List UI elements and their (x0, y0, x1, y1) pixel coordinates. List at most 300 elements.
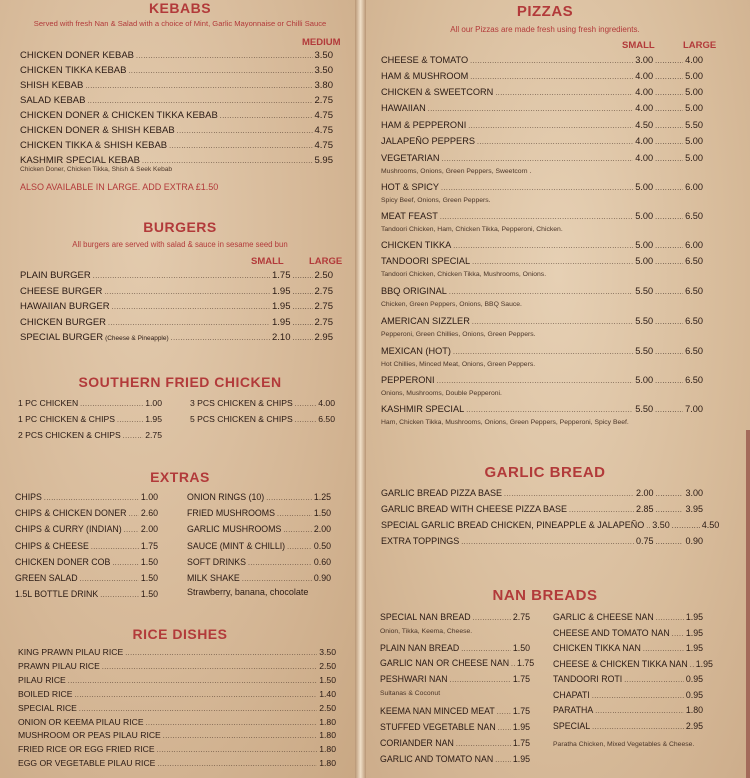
kebab-row-0-price: 3.50 (314, 50, 333, 61)
pizza-row-11-leader-2 (655, 286, 683, 296)
burger-row-3-label: CHICKEN BURGER (20, 316, 107, 328)
garlic-row-3-label: EXTRA TOPPINGS (381, 536, 460, 546)
pizzas-col-small: SMALL (622, 40, 655, 51)
nan-right-row-4 (553, 674, 703, 684)
pizza-row-3-large-price: 5.00 (685, 103, 703, 113)
extras-right-row-1-leader (277, 508, 312, 518)
pizza-row-1 (381, 71, 703, 81)
kebab-row-5-price: 4.75 (314, 125, 333, 136)
garlic-row-1-leader-2 (655, 504, 683, 514)
pizza-desc-13: Hot Chillies, Minced Meat, Onions, Green Peppers. (381, 361, 536, 368)
rice-row-7-price: 1.80 (319, 744, 336, 755)
extras-heading: EXTRAS (150, 469, 210, 485)
nan-left-row-3-leader (450, 674, 511, 684)
rice-row-8 (18, 758, 336, 768)
nan-right-row-6 (553, 705, 703, 715)
nan-left-row-5 (380, 722, 530, 732)
garlic-heading: GARLIC BREAD (484, 464, 606, 481)
pizza-row-13-leader-2 (655, 346, 683, 356)
sfc-right-row-0-price: 4.00 (318, 398, 335, 408)
extras-right-row-5-label: MILK SHAKE (187, 573, 240, 583)
nan-left-row-1-price: 1.50 (512, 643, 530, 653)
rice-row-8-label: EGG OR VEGETABLE PILAU RICE (18, 758, 156, 769)
garlic-row-2-large-price: 4.50 (701, 520, 720, 530)
rice-row-5-leader (146, 717, 318, 727)
sfc-right-row-0 (190, 398, 335, 408)
kebabs-col-medium: MEDIUM (302, 37, 341, 48)
rice-row-3 (18, 689, 336, 699)
rice-row-4-leader (79, 703, 317, 713)
pizza-row-9-leader-2 (655, 240, 683, 250)
rice-row-6-label: MUSHROOM OR PEAS PILAU RICE (18, 730, 161, 741)
burger-row-0 (20, 270, 333, 281)
nan-right-row-5-price: 0.95 (685, 689, 703, 700)
burger-row-3-leader (108, 317, 270, 328)
extras-left-row-1-price: 2.60 (140, 508, 158, 519)
rice-row-1-label: PRAWN PILAU RICE (18, 660, 100, 671)
pizza-row-7-leader (441, 182, 633, 192)
extras-left-row-6 (15, 589, 158, 599)
nan-left-row-5-price: 1.95 (512, 722, 530, 732)
sfc-right-row-1-label: 5 PCS CHICKEN & CHIPS (190, 414, 293, 424)
pizza-row-8-leader-2 (655, 211, 683, 221)
garlic-row-1 (381, 504, 703, 514)
kebab-row-4-price: 4.75 (314, 110, 333, 121)
extras-right-row-1 (187, 508, 331, 518)
extras-left-row-5 (15, 573, 158, 583)
rice-row-5-price: 1.80 (319, 716, 336, 727)
nan-right-row-6-price: 1.80 (685, 705, 703, 715)
pizza-row-5-small-price: 4.00 (635, 136, 654, 146)
pizza-row-1-small-price: 4.00 (635, 71, 654, 81)
rice-row-2-price: 1.50 (319, 674, 336, 685)
extras-left-row-0-label: CHIPS (15, 492, 42, 502)
pizza-row-2-large-price: 5.00 (685, 87, 703, 97)
burger-row-3-small-price: 1.95 (272, 316, 291, 328)
extras-right-row-0-label: ONION RINGS (10) (187, 492, 265, 502)
burger-row-1-leader-2 (293, 286, 313, 297)
sfc-left-row-1-price: 1.95 (145, 414, 162, 424)
burgers-col-large: LARGE (309, 256, 343, 267)
nan-left-row-3 (380, 674, 530, 684)
pizza-row-13 (381, 346, 703, 356)
pizza-row-8-small-price: 5.00 (635, 211, 654, 221)
burger-row-2-small-price: 1.95 (272, 301, 291, 312)
pizza-row-14 (381, 375, 703, 385)
extras-left-row-4-price: 1.50 (140, 556, 158, 567)
garlic-row-3-large-price: 0.90 (685, 536, 703, 546)
burger-row-3-large-price: 2.75 (314, 316, 333, 328)
extras-right-row-2 (187, 524, 331, 534)
garlic-row-1-large-price: 3.95 (685, 504, 703, 514)
kebab-row-0-leader (136, 50, 312, 61)
sfc-heading: SOUTHERN FRIED CHICKEN (78, 374, 282, 390)
nan-left-desc-3: Sultanas & Coconut (380, 690, 441, 697)
extras-right-row-4 (187, 557, 331, 567)
pizza-row-12-leader-2 (655, 316, 683, 326)
burger-row-2 (20, 301, 333, 312)
pizza-row-10 (381, 256, 703, 266)
pizza-row-9 (381, 240, 703, 250)
pizza-row-0-small-price: 3.00 (635, 55, 654, 65)
sfc-right-row-1 (190, 414, 335, 424)
sfc-left-row-0-label: 1 PC CHICKEN (18, 398, 79, 408)
pizza-desc-12: Pepperoni, Green Chillies, Onions, Green Peppers. (381, 331, 536, 338)
burger-row-4 (20, 332, 333, 343)
rice-row-6-price: 1.80 (319, 730, 336, 741)
sfc-left-row-0 (18, 398, 162, 408)
kebab-row-6-leader (169, 140, 312, 151)
nan-left-row-6 (380, 738, 530, 748)
garlic-row-0-leader-2 (655, 488, 683, 498)
garlic-row-3-small-price: 0.75 (635, 536, 654, 546)
burger-row-4-leader (171, 332, 270, 343)
nan-left-row-2 (380, 658, 535, 668)
kebab-row-2-leader (85, 80, 312, 91)
nan-right-row-3 (553, 658, 713, 669)
pizza-row-3-leader-2 (655, 103, 683, 113)
pizza-row-5-leader-2 (655, 136, 683, 146)
garlic-row-3 (381, 536, 703, 546)
nan-right-row-4-price: 0.95 (685, 674, 703, 684)
pizza-row-0 (381, 55, 703, 65)
pizzas-note: All our Pizzas are made fresh using fresh ingredients. (450, 25, 640, 34)
rice-row-6-leader (163, 730, 317, 740)
nan-left-row-6-label: CORIANDER NAN (380, 738, 454, 748)
pizzas-col-large: LARGE (683, 40, 717, 51)
pizza-row-4-leader (468, 120, 633, 130)
rice-row-7 (18, 744, 336, 754)
pizza-row-2-leader-2 (655, 87, 683, 97)
extras-left-row-3-leader (91, 541, 139, 551)
kebab-row-5-label: CHICKEN DONER & SHISH KEBAB (20, 125, 175, 136)
garlic-row-2 (381, 520, 720, 530)
extras-right-row-0-leader (266, 492, 312, 502)
pizza-row-3 (381, 103, 703, 113)
extras-right-row-4-label: SOFT DRINKS (187, 556, 246, 567)
pizza-row-8-label: MEAT FEAST (381, 211, 438, 221)
pizza-row-1-leader-2 (655, 71, 683, 81)
kebab-row-7-label: KASHMIR SPECIAL KEBAB (20, 155, 141, 166)
burger-row-3 (20, 317, 333, 328)
pizza-row-8-leader (440, 211, 633, 221)
pizza-row-12-leader (472, 316, 633, 326)
pizza-row-10-leader (472, 256, 633, 266)
extras-right-row-5-leader (242, 573, 312, 583)
extras-left-row-2-label: CHIPS & CURRY (INDIAN) (15, 524, 122, 535)
pizza-row-8 (381, 211, 703, 221)
nan-left-row-2-leader (511, 658, 515, 668)
extras-left-row-4-label: CHICKEN DONER COB (15, 556, 111, 567)
extras-left-row-2-leader (124, 524, 139, 534)
rice-row-0-leader (125, 647, 317, 657)
pizza-row-0-label: CHEESE & TOMATO (381, 55, 469, 65)
nan-left-row-3-price: 1.75 (512, 674, 530, 684)
kebab-row-2-price: 3.80 (314, 80, 333, 91)
pizza-row-13-small-price: 5.50 (635, 346, 654, 356)
sfc-left-row-2 (18, 430, 162, 440)
kebab-row-2 (20, 80, 333, 91)
extras-left-row-5-leader (80, 573, 139, 583)
sfc-left-row-1-leader (117, 414, 143, 424)
sfc-left-row-0-leader (80, 398, 143, 408)
nan-left-row-6-price: 1.75 (512, 738, 530, 748)
pizza-row-6 (381, 153, 703, 163)
pizza-row-11-leader (449, 286, 633, 296)
extras-left-row-2-price: 2.00 (140, 524, 158, 535)
kebab-row-1-price: 3.50 (314, 65, 333, 76)
burgers-heading: BURGERS (143, 219, 217, 235)
nan-left-row-1-label: PLAIN NAN BREAD (380, 643, 460, 653)
nan-left-row-4 (380, 706, 530, 716)
pizza-row-11-large-price: 6.50 (685, 286, 703, 296)
extras-left-row-1-leader (128, 508, 138, 518)
pizza-row-7-large-price: 6.00 (685, 182, 703, 192)
rice-row-7-label: FRIED RICE OR EGG FRIED RICE (18, 744, 155, 755)
kebab-row-7 (20, 155, 333, 166)
nan-left-desc-0: Onion, Tikka, Keema, Cheese. (380, 628, 473, 635)
burger-row-3-leader-2 (293, 317, 313, 328)
burger-row-1 (20, 286, 333, 297)
pizza-row-7-small-price: 5.00 (635, 182, 654, 192)
nan-left-row-5-label: STUFFED VEGETABLE NAN (380, 722, 496, 732)
pizza-desc-15: Ham, Chicken Tikka, Mushrooms, Onions, Green Peppers, Pepperoni, Spicy Beef. (381, 419, 629, 426)
pizza-row-9-small-price: 5.00 (635, 240, 654, 250)
pizza-row-5 (381, 136, 703, 146)
nan-right-row-2-label: CHICKEN TIKKA NAN (553, 643, 641, 653)
pizza-row-7-label: HOT & SPICY (381, 182, 440, 192)
kashmir-kebab-desc: Chicken Doner, Chicken Tikka, Shish & Seek Kebab (20, 166, 173, 173)
pizza-row-6-small-price: 4.00 (635, 153, 654, 163)
pizza-row-10-large-price: 6.50 (685, 256, 703, 266)
kebabs-large-note: ALSO AVAILABLE IN LARGE. ADD EXTRA £1.50 (20, 182, 219, 192)
kebab-row-6-price: 4.75 (314, 140, 333, 151)
burger-row-0-small-price: 1.75 (272, 270, 291, 281)
extras-left-row-3-price: 1.75 (140, 540, 158, 551)
nan-right-row-3-label: CHEESE & CHICKEN TIKKA NAN (553, 658, 688, 669)
garlic-row-3-leader (461, 536, 634, 546)
rice-row-5-label: ONION OR KEEMA PILAU RICE (18, 716, 144, 727)
burger-row-2-leader-2 (293, 301, 313, 312)
nan-right-row-2-leader (643, 643, 684, 653)
kebab-row-4 (20, 110, 333, 121)
pizza-row-6-leader-2 (655, 153, 683, 163)
pizza-row-2-label: CHICKEN & SWEETCORN (381, 87, 494, 97)
rice-row-1 (18, 661, 336, 671)
nan-right-row-2 (553, 643, 703, 653)
pizza-row-12-small-price: 5.50 (635, 316, 654, 326)
nan-right-row-6-label: PARATHA (553, 705, 594, 715)
pizza-row-14-leader (437, 375, 634, 385)
pizza-desc-10: Tandoori Chicken, Chicken Tikka, Mushrooms, Onions. (381, 271, 547, 278)
nan-left-row-0 (380, 612, 530, 622)
sfc-left-row-0-price: 1.00 (145, 398, 162, 408)
rice-row-8-leader (157, 758, 317, 768)
kebab-row-2-label: SHISH KEBAB (20, 80, 84, 91)
nan-left-row-2-label: GARLIC NAN OR CHEESE NAN (380, 658, 510, 668)
kebabs-heading: KEBABS (148, 0, 212, 16)
kebab-row-3-price: 2.75 (314, 95, 333, 106)
nan-right-row-1-price: 1.95 (685, 627, 703, 638)
nan-left-row-4-leader (497, 706, 511, 716)
pizza-row-3-leader (428, 103, 633, 113)
pizza-row-14-large-price: 6.50 (685, 375, 703, 385)
extras-right-row-0-price: 1.25 (313, 492, 331, 502)
extras-left-row-0-leader (44, 492, 139, 502)
pizza-row-6-leader (442, 153, 634, 163)
nan-left-row-7 (380, 754, 530, 764)
pizza-row-2-leader (495, 87, 633, 97)
extras-left-row-5-label: GREEN SALAD (15, 573, 78, 583)
garlic-row-2-small-price: 3.50 (652, 520, 670, 530)
pizza-row-7-leader-2 (655, 182, 683, 192)
milkshake-flavours: Strawberry, banana, chocolate (187, 587, 309, 597)
garlic-row-0 (381, 488, 703, 498)
burger-row-2-label: HAWAIIAN BURGER (20, 301, 110, 312)
extras-left-row-6-label: 1.5L BOTTLE DRINK (15, 589, 99, 600)
extras-right-row-3-label: SAUCE (MINT & CHILLI) (187, 540, 286, 551)
extras-right-row-4-leader (248, 557, 312, 567)
extras-right-row-3-leader (287, 541, 312, 551)
burger-row-2-large-price: 2.75 (314, 301, 333, 312)
nan-right-row-1-label: CHEESE AND TOMATO NAN (553, 627, 670, 638)
pizza-desc-11: Chicken, Green Peppers, Onions, BBQ Sauce. (381, 301, 522, 308)
kebab-row-5 (20, 125, 333, 136)
pizza-row-7 (381, 182, 703, 192)
pizza-desc-7: Spicy Beef, Onions, Green Peppers. (381, 197, 491, 204)
extras-left-row-6-leader (100, 589, 139, 599)
extras-right-row-5-price: 0.90 (313, 573, 331, 583)
garlic-row-1-small-price: 2.85 (635, 504, 654, 514)
pizza-row-2-small-price: 4.00 (635, 87, 654, 97)
burger-row-1-leader (104, 286, 270, 297)
sfc-left-row-2-price: 2.75 (145, 430, 162, 440)
kebab-row-5-leader (177, 125, 313, 136)
kebabs-note: Served with fresh Nan & Salad with a choice of Mint, Garlic Mayonnaise or Chilli Sauce (33, 19, 327, 28)
nan-right-row-7-leader (592, 721, 684, 731)
nan-right-row-6-leader (595, 705, 684, 715)
pizza-row-4-label: HAM & PEPPERONI (381, 120, 467, 130)
burger-row-4-small-price: 2.10 (272, 332, 291, 343)
pizza-desc-6: Mushrooms, Onions, Green Peppers, Sweetcorn . (381, 168, 532, 175)
kebab-row-1-leader (128, 65, 312, 76)
nan-left-row-7-leader (495, 754, 511, 764)
rice-row-5 (18, 717, 336, 727)
extras-right-row-0 (187, 492, 331, 502)
garlic-row-3-leader-2 (655, 536, 683, 546)
extras-left-row-5-price: 1.50 (140, 573, 158, 583)
nan-right-row-0-price: 1.95 (685, 612, 703, 622)
sfc-left-row-1 (18, 414, 162, 424)
nan-left-row-7-price: 1.95 (512, 754, 530, 764)
burgers-note: All burgers are served with salad & sauce in sesame seed bun (72, 240, 288, 249)
burger-row-2-leader (112, 301, 270, 312)
pizza-row-5-label: JALAPEÑO PEPPERS (381, 136, 475, 146)
pizza-row-0-leader (470, 55, 633, 65)
nan-right-row-5 (553, 690, 703, 700)
nan-left-row-2-price: 1.75 (517, 658, 535, 668)
nan-left-row-4-price: 1.75 (512, 706, 530, 716)
rice-row-3-leader (74, 689, 317, 699)
pizza-row-1-label: HAM & MUSHROOM (381, 71, 469, 81)
pizza-row-8-large-price: 6.50 (685, 211, 703, 221)
sfc-right-row-1-leader (295, 414, 317, 424)
burger-row-4-leader-2 (293, 332, 313, 343)
garlic-row-2-leader (646, 520, 650, 530)
pizza-row-13-large-price: 6.50 (685, 346, 703, 356)
pizza-row-0-leader-2 (655, 55, 683, 65)
pizza-row-6-label: VEGETARIAN (381, 153, 440, 163)
rice-row-1-leader (102, 661, 317, 671)
page-fold (355, 0, 366, 778)
rice-row-3-label: BOILED RICE (18, 688, 73, 699)
pizza-row-12 (381, 316, 703, 326)
pizza-row-5-large-price: 5.00 (685, 136, 703, 146)
nan-right-row-7-label: SPECIAL (553, 720, 591, 731)
burger-row-1-small-price: 1.95 (272, 285, 291, 297)
page-edge (746, 430, 750, 778)
pizza-row-15 (381, 404, 703, 414)
nan-right-row-3-price: 1.95 (695, 658, 713, 669)
pizza-row-12-large-price: 6.50 (685, 316, 703, 326)
garlic-row-0-small-price: 2.00 (635, 488, 654, 498)
extras-left-row-2 (15, 524, 158, 534)
nan-left-row-1-leader (461, 643, 511, 653)
nan-right-row-5-leader (592, 690, 684, 700)
extras-left-row-1 (15, 508, 158, 518)
nan-right-row-3-leader (690, 659, 694, 669)
nan-special-desc: Paratha Chicken, Mixed Vegetables & Cheese. (553, 741, 695, 748)
sfc-right-row-1-price: 6.50 (318, 414, 335, 424)
nan-left-row-3-label: PESHWARI NAN (380, 674, 448, 684)
sfc-left-row-1-label: 1 PC CHICKEN & CHIPS (18, 414, 115, 424)
nan-left-row-1 (380, 643, 530, 653)
kebab-row-6 (20, 140, 333, 151)
pizza-row-11-small-price: 5.50 (635, 286, 654, 296)
extras-left-row-1-label: CHIPS & CHICKEN DONER (15, 508, 127, 519)
burger-row-4-note: (Cheese & Pineapple) (105, 335, 169, 342)
rice-row-4-label: SPECIAL RICE (18, 702, 77, 713)
rice-heading: RICE DISHES (132, 626, 228, 642)
pizza-row-3-label: HAWAIIAN (381, 103, 426, 113)
rice-row-2-leader (68, 675, 318, 685)
extras-right-row-2-label: GARLIC MUSHROOMS (187, 524, 282, 535)
rice-row-4 (18, 703, 336, 713)
nan-right-row-5-label: CHAPATI (553, 689, 590, 700)
pizza-row-10-label: TANDOORI SPECIAL (381, 256, 471, 266)
extras-right-row-4-price: 0.60 (313, 556, 331, 567)
rice-row-8-price: 1.80 (319, 758, 336, 769)
rice-row-3-price: 1.40 (319, 688, 336, 699)
garlic-row-0-label: GARLIC BREAD PIZZA BASE (381, 488, 503, 498)
pizza-row-6-large-price: 5.00 (685, 153, 703, 163)
pizza-row-9-large-price: 6.00 (685, 240, 703, 250)
kebab-row-4-label: CHICKEN DONER & CHICKEN TIKKA KEBAB (20, 110, 218, 121)
pizza-row-4-leader-2 (655, 120, 683, 130)
extras-right-row-5 (187, 573, 331, 583)
burger-row-4-label: SPECIAL BURGER (20, 332, 104, 343)
burger-row-0-label: PLAIN BURGER (20, 270, 91, 281)
kebab-row-3 (20, 95, 333, 106)
pizza-row-2 (381, 87, 703, 97)
extras-right-row-1-label: FRIED MUSHROOMS (187, 508, 275, 519)
burger-row-0-leader (93, 270, 270, 281)
pizza-desc-8: Tandoori Chicken, Ham, Chicken Tikka, Pepperoni, Chicken. (381, 226, 563, 233)
pizza-row-9-label: CHICKEN TIKKA (381, 240, 452, 250)
extras-left-row-4 (15, 557, 158, 567)
nan-left-row-0-price: 2.75 (512, 612, 530, 622)
nan-right-row-4-label: TANDOORI ROTI (553, 674, 623, 684)
